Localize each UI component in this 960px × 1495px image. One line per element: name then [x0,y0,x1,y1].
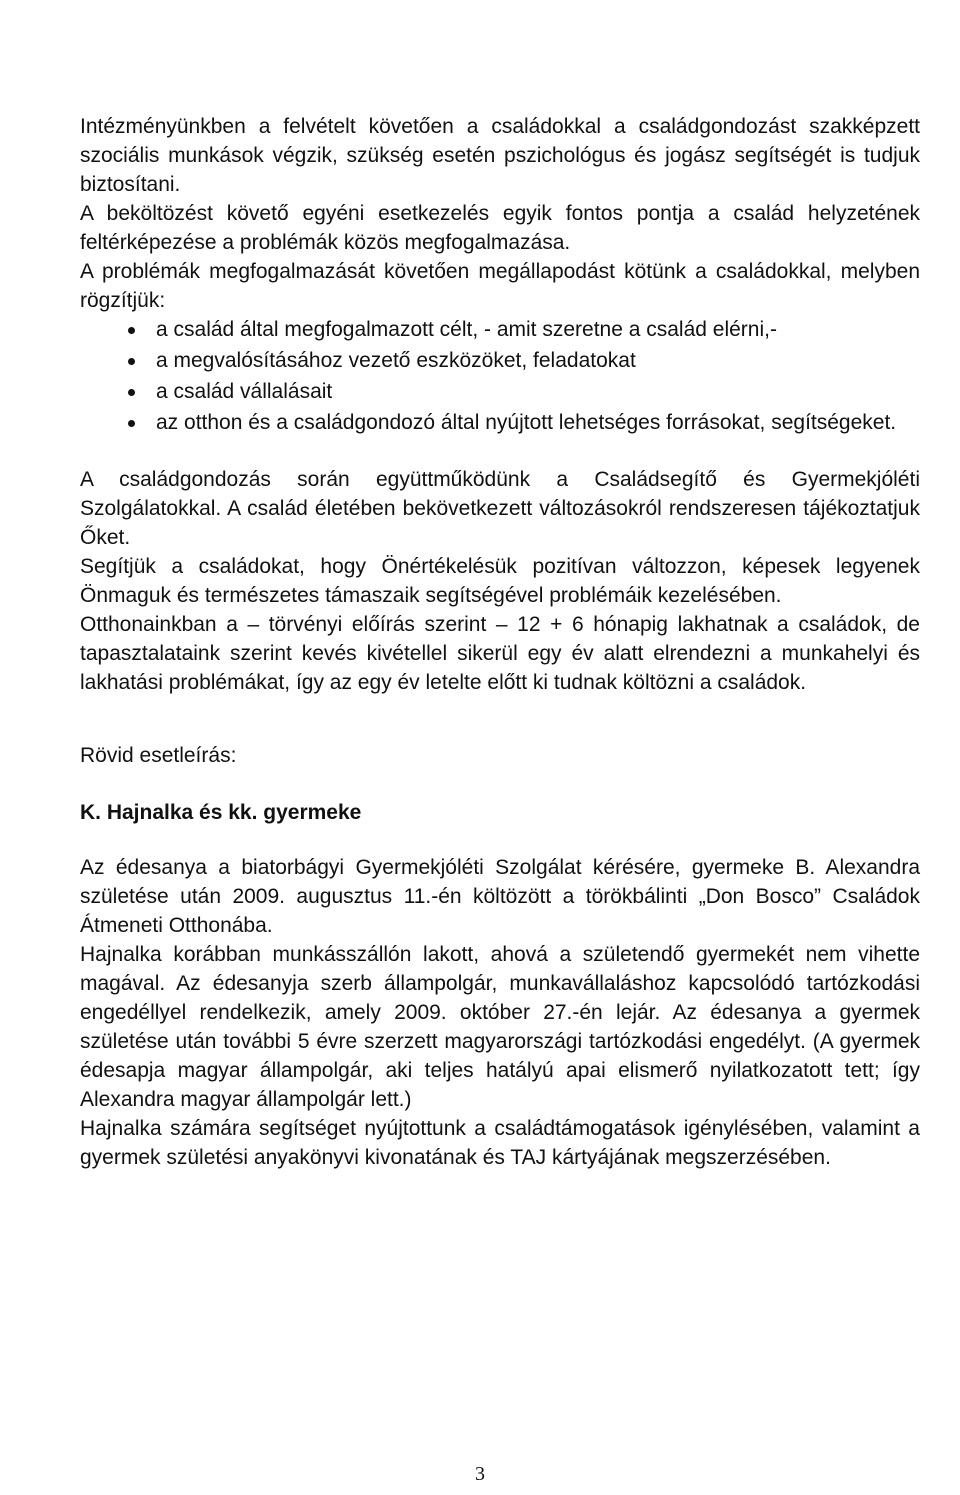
case-paragraph-1: Az édesanya a biatorbágyi Gyermekjóléti Szolgálat kérésére, gyermeke B. Alexandra születése után 2009. augusztus 11.-én költözött a törökbálinti „Don Bosco” Családok Átmeneti Otthonába. [80,856,920,937]
list-item [124,377,920,406]
page-number: 3 [475,1463,485,1485]
case-paragraph-2: Hajnalka korábban munkásszállón lakott, ahová a születendő gyermekét nem vihette magával. Az édesanyja szerb állampolgár, munkavállaláshoz kapcsolódó tartózkodási engedéllyel rendelkezik, amely 2009. október 27.-én lejár. Az édesanya a gyermek születése után további 5 évre szerzett magyarországi tartózkodási engedélyt. (A gyermek édesapja magyar állampolgár, aki teljes hatályú apai elismerő nyilatkozatott tett; így Alexandra magyar állampolgár lett.) [80,943,920,1111]
spacer [80,697,920,741]
list-item [124,315,920,344]
bullet-icon [128,420,135,427]
list-item-text: a megvalósításához vezető eszközöket, feladatokat [156,349,636,372]
spacer [80,439,920,465]
bullet-icon [128,358,135,365]
intro-paragraph-2: A beköltözést követő egyéni esetkezelés egyik fontos pontja a család helyzetének feltérképezése a problémák közös megfogalmazása. [80,202,920,254]
case-label: Rövid esetleírás: [80,744,237,767]
spacer [80,770,920,798]
list-item-text: a család vállalásait [156,380,333,403]
cooperation-paragraph-1: A családgondozás során együttműködünk a Családsegítő és Gyermekjóléti Szolgálatokkal. A család életében bekövetkezett változásokról rendszeresen tájékoztatjuk Őket. [80,468,920,549]
case-paragraph-3: Hajnalka számára segítséget nyújtottunk a családtámogatások igénylésében, valamint a gyermek születési anyakönyvi kivonatának és TAJ kártyájának megszerzésében. [80,1117,920,1169]
intro-paragraph-3: A problémák megfogalmazását követően megállapodást kötünk a családokkal, melyben rögzítjük: [80,260,920,312]
list-item-text: a család által megfogalmazott célt, - amit szeretne a család elérni,- [156,318,777,341]
cooperation-paragraph-2: Segítjük a családokat, hogy Önértékelésük pozitívan változzon, képesek legyenek Önmaguk és természetes támaszaik segítségével problémáik kezelésében. [80,555,920,607]
list-item-text: az otthon és a családgondozó által nyújtott lehetséges forrásokat, segítségeket. [156,411,897,434]
bullet-icon [128,327,135,334]
cooperation-paragraph-3: Otthonainkban a – törvényi előírás szerint – 12 + 6 hónapig lakhatnak a családok, de tapasztalataink szerint kevés kivétellel sikerül egy év alatt elrendezni a munkahelyi és lakhatási problémákat, így az egy év letelte előtt ki tudnak költözni a családok. [80,613,920,694]
case-title: K. Hajnalka és kk. gyermeke [80,801,362,824]
list-item [124,346,920,375]
agreement-list [80,315,920,437]
spacer [80,827,920,853]
intro-paragraph-1: Intézményünkben a felvételt követően a családokkal a családgondozást szakképzett szociális munkások végzik, szükség esetén pszichológus és jogász segítségét is tudjuk biztosítani. [80,115,920,196]
bullet-icon [128,389,135,396]
list-item [124,408,920,437]
